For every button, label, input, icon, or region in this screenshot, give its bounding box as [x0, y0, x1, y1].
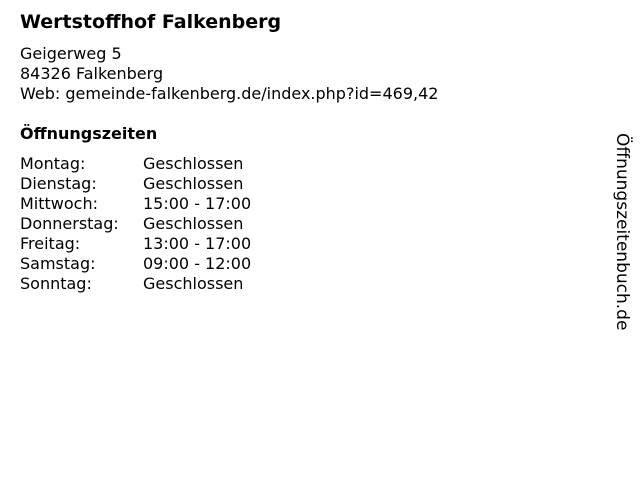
brand-watermark: Öffnungszeitenbuch.de	[612, 133, 632, 331]
day-label: Dienstag:	[20, 174, 97, 193]
day-label: Donnerstag:	[20, 214, 119, 233]
hours-row	[20, 254, 251, 274]
hours-value: Geschlossen	[143, 274, 244, 293]
day-label: Sonntag:	[20, 274, 92, 293]
address-block	[20, 44, 438, 104]
street: Geigerweg 5	[20, 44, 122, 63]
hours-value: Geschlossen	[143, 174, 244, 193]
hours-row	[20, 194, 251, 214]
day-label: Freitag:	[20, 234, 81, 253]
postal-city: 84326 Falkenberg	[20, 64, 164, 83]
hours-row	[20, 174, 251, 194]
hours-value: 09:00 - 12:00	[143, 254, 252, 273]
hours-row	[20, 274, 251, 294]
hours-value: 13:00 - 17:00	[143, 234, 252, 253]
hours-value: Geschlossen	[143, 214, 244, 233]
hours-table	[20, 154, 251, 294]
web-link[interactable]: Web: gemeinde-falkenberg.de/index.php?id=469,42	[20, 84, 439, 103]
day-label: Montag:	[20, 154, 86, 173]
day-label: Mittwoch:	[20, 194, 98, 213]
hours-row	[20, 154, 251, 174]
day-label: Samstag:	[20, 254, 96, 273]
hours-heading: Öffnungszeiten	[20, 124, 158, 143]
hours-row	[20, 234, 251, 254]
page-title: Wertstoffhof Falkenberg	[20, 11, 282, 33]
hours-value: 15:00 - 17:00	[143, 194, 252, 213]
hours-value: Geschlossen	[143, 154, 244, 173]
hours-row	[20, 214, 251, 234]
